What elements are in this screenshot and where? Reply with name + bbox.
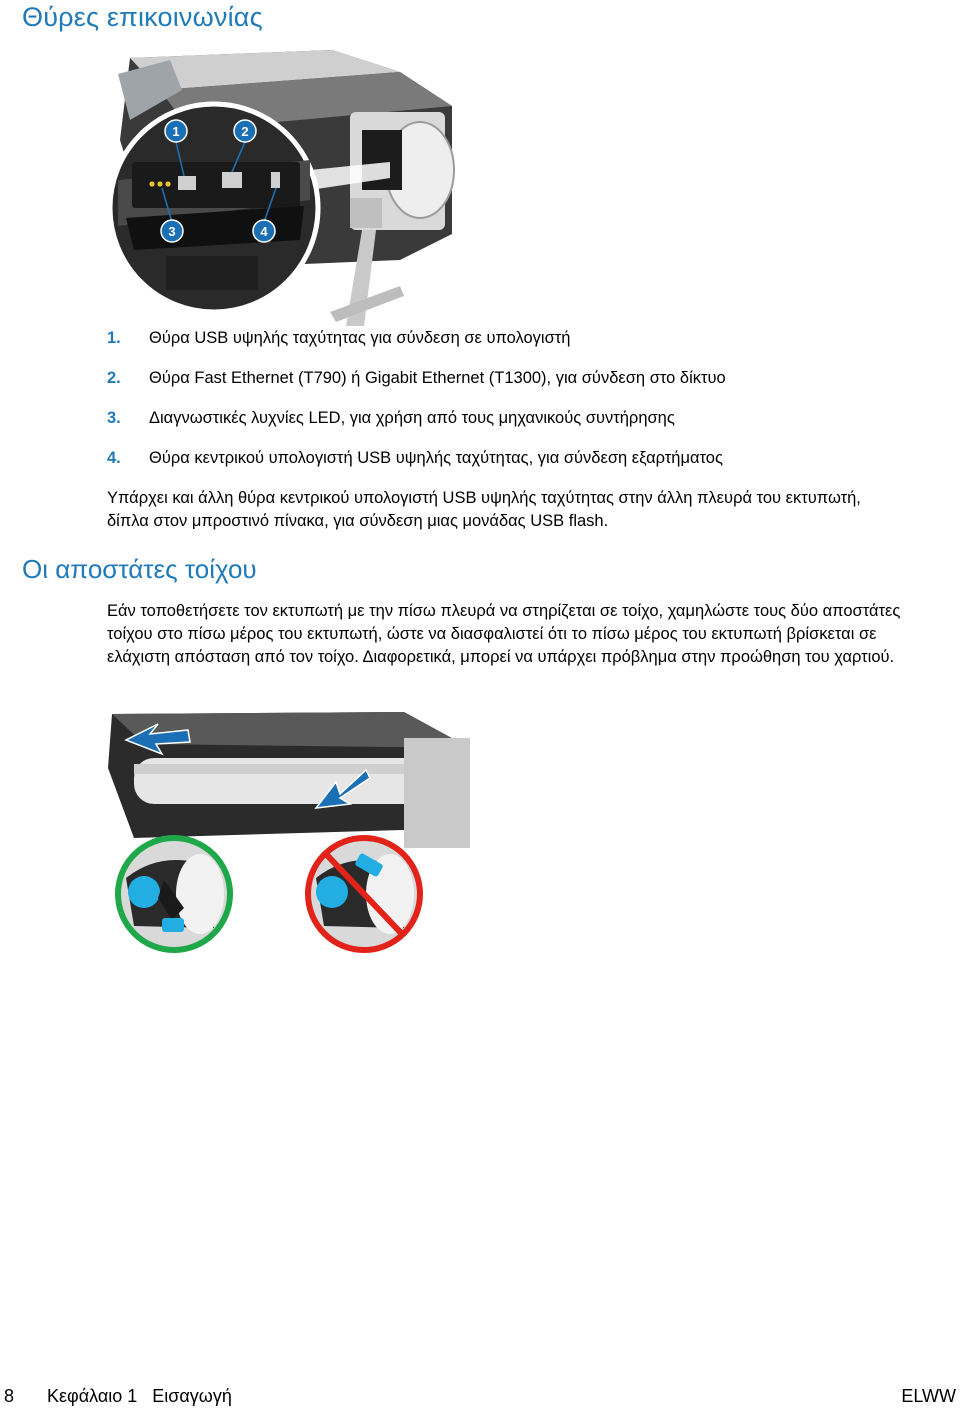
list-item: 4. Θύρα κεντρικού υπολογιστή USB υψηλής ταχύτητας, για σύνδεση εξαρτήματος [107,449,723,467]
callout-2 [234,120,256,142]
footer-page-number: 8 [4,1386,15,1406]
printer-ports-figure [100,50,470,326]
svg-text:4: 4 [260,224,268,239]
footer-chapter: Κεφάλαιο 1 Εισαγωγή [47,1386,232,1406]
callout-4 [253,220,275,242]
wall-spacers-paragraph: Εάν τοποθετήσετε τον εκτυπωτή με την πίσω πλευρά να στηρίζεται σε τοίχο, χαμηλώστε τους δύο αποστάτες τοίχου στο πίσω μέρος του εκτυπωτή, ώστε να διασφαλιστεί ότι το πίσω μέρος του εκτυπωτή βρίσκεται σε ελάχιστη απόσταση από τον τοίχο. Διαφορετικά, μπορεί να υπάρχει πρόβλημα στην προώθηση του χαρτιού. [107,602,901,666]
svg-text:1: 1 [172,124,180,139]
callout-3 [161,220,183,242]
list-item: 1. Θύρα USB υψηλής ταχύτητας για σύνδεση σε υπολογιστή [107,329,571,347]
footer-doc-code: ELWW [901,1386,956,1406]
svg-text:3: 3 [168,224,176,239]
correct-position-icon [118,838,230,950]
list-item: 3. Διαγνωστικές λυχνίες LED, για χρήση από τους μηχανικούς συντήρησης [107,409,675,427]
list-item: 2. Θύρα Fast Ethernet (T790) ή Gigabit Ethernet (T1300), για σύνδεση στο δίκτυο [107,369,726,387]
usb-note-paragraph: Υπάρχει και άλλη θύρα κεντρικού υπολογιστή USB υψηλής ταχύτητας στην άλλη πλευρά του εκτυπωτή, δίπλα στον μπροστινό πίνακα, για σύνδεση μιας μονάδας USB flash. [107,489,861,530]
callout-1 [165,120,187,142]
section-title-communication-ports: Θύρες επικοινωνίας [22,2,263,32]
port-list [107,322,726,482]
wall-spacers-figure [104,708,470,958]
prohibited-position-icon [308,838,420,950]
svg-text:2: 2 [241,124,249,139]
section-title-wall-spacers: Οι αποστάτες τοίχου [22,554,257,584]
